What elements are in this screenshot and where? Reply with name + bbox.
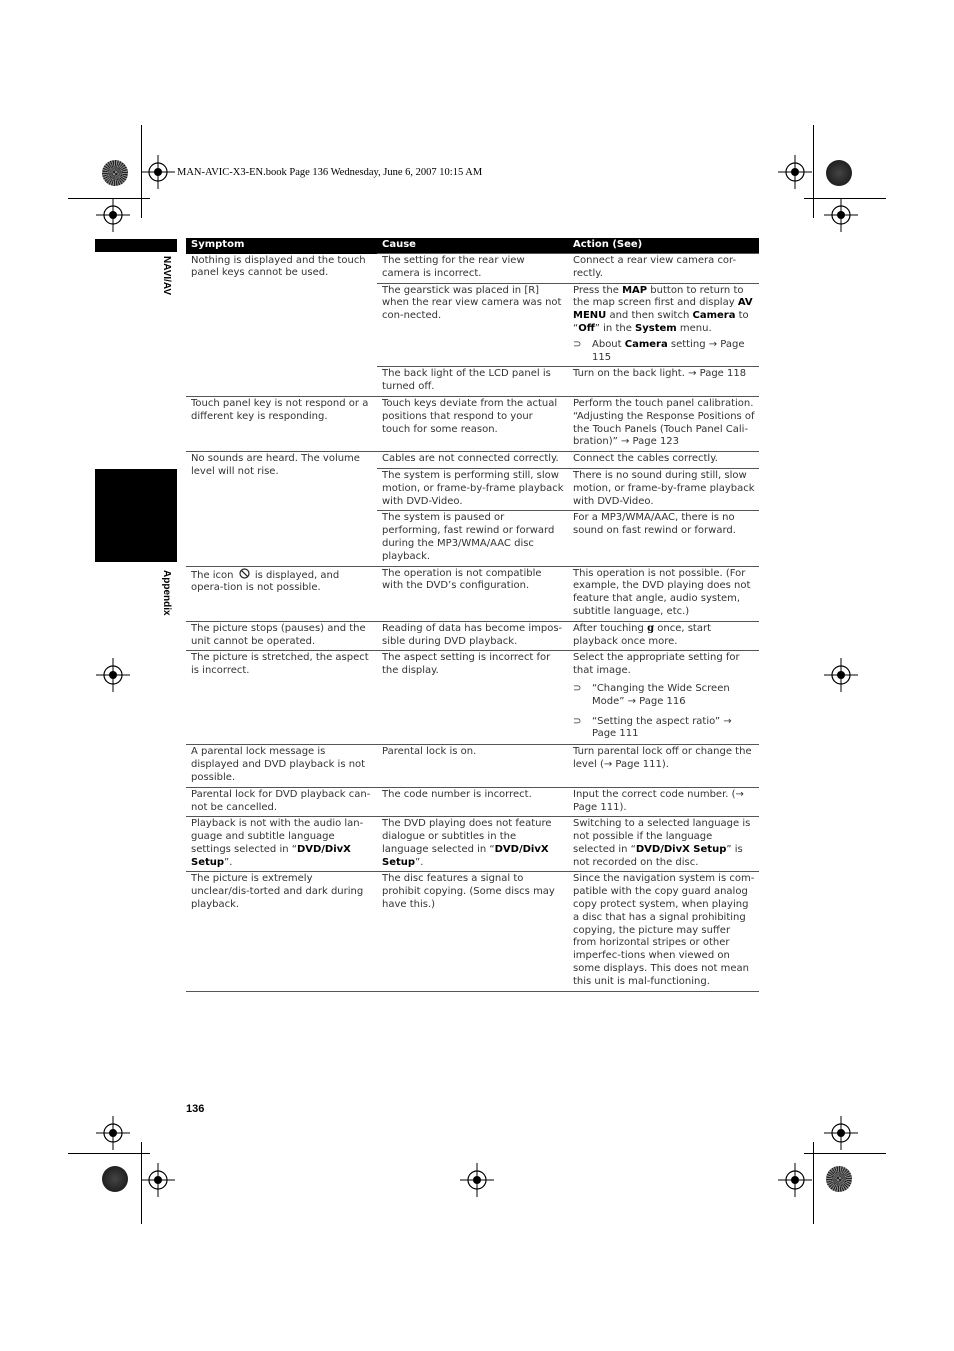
cause-cell: The setting for the rear view camera is incorrect. [377, 254, 568, 284]
dvd-divx-setup-label: DVD/DivX Setup [635, 843, 727, 855]
page-reference: ⊃ “Setting the aspect ratio” → Page 111 [573, 715, 732, 740]
registration-target-icon [141, 155, 175, 189]
symptom-cell: A parental lock message is displayed and DVD playback is not possible. [186, 745, 377, 787]
action-text: Press the [573, 284, 623, 296]
registration-target-icon [824, 198, 858, 232]
page-number: 136 [186, 1103, 205, 1115]
cause-cell: The operation is not compatible with the DVD’s configuration. [377, 566, 568, 621]
table-header-row [186, 238, 759, 254]
registration-target-icon [141, 1163, 175, 1197]
chapter-tab-label: Appendix [161, 570, 172, 616]
camera-label: Camera [692, 310, 736, 322]
action-cell: There is no sound during still, slow motion, or frame-by-frame playback with DVD-Video. [568, 468, 759, 510]
action-text: and then switch [606, 310, 693, 322]
action-cell [568, 283, 759, 367]
symptom-cell: Parental lock for DVD playback can-not be cancelled. [186, 787, 377, 817]
table-row [186, 621, 759, 651]
action-cell: After touching g once, start playback once more. [568, 621, 759, 651]
print-file-header: MAN-AVIC-X3-EN.book Page 136 Wednesday, June 6, 2007 10:15 AM [177, 167, 483, 178]
column-header-cause: Cause [377, 238, 568, 254]
cause-cell: Parental lock is on. [377, 745, 568, 787]
key-glyph: g [647, 622, 655, 634]
action-cell: Perform the touch panel calibration. “Adjusting the Response Positions of the Touch Panels (Touch Panel Cali-bration)” → Page 123 [568, 396, 759, 451]
cause-cell: Reading of data has become impos-sible during DVD playback. [377, 621, 568, 651]
cause-cell: Touch keys deviate from the actual positions that respond to your touch for some reason. [377, 396, 568, 451]
section-tab-label: NAVI/AV [161, 256, 172, 296]
symptom-cell: The picture is extremely unclear/dis-torted and dark during playback. [186, 872, 377, 992]
table-row [186, 872, 759, 992]
action-cell: For a MP3/WMA/AAC, there is no sound on fast rewind or forward. [568, 511, 759, 566]
action-text: menu. [676, 322, 712, 334]
action-cell: Input the correct code number. (→ Page 111). [568, 787, 759, 817]
color-rosette-icon [826, 1166, 852, 1192]
color-rosette-icon [102, 1166, 128, 1192]
map-button-label: MAP [622, 284, 648, 296]
table-row [186, 787, 759, 817]
section-tab-bar [95, 239, 177, 252]
chapter-tab-bar [95, 469, 177, 562]
registration-target-icon [96, 198, 130, 232]
symptom-cell: Playback is not with the audio lan-guage and subtitle language settings selected in “DVD/DivX Setup”. [186, 817, 377, 872]
table-row [186, 817, 759, 872]
action-cell: Connect a rear view camera cor-rectly. [568, 254, 759, 284]
action-cell: Turn parental lock off or change the level (→ Page 111). [568, 745, 759, 787]
page-reference: ⊃ About Camera setting → Page 115 [573, 338, 745, 363]
camera-label: Camera [624, 338, 668, 350]
reference-arrow-icon: ⊃ [573, 338, 582, 350]
cause-cell: The system is performing still, slow motion, or frame-by-frame playback with DVD-Video. [377, 468, 568, 510]
column-header-action: Action (See) [568, 238, 759, 254]
off-label: Off [578, 322, 595, 334]
dvd-divx-setup-label: DVD/DivX Setup [191, 843, 351, 868]
action-text: ” in the [594, 322, 636, 334]
symptom-cell: No sounds are heard. The volume level will not rise. [186, 452, 377, 566]
color-rosette-icon [102, 160, 128, 186]
cause-cell: The aspect setting is incorrect for the display. [377, 651, 568, 745]
action-cell: Select the appropriate setting for that image. ⊃ “Changing the Wide Screen Mode” → Page 116 ⊃ “Setting the aspect ratio” → Page 111 [568, 651, 759, 745]
reference-arrow-icon: ⊃ [573, 682, 582, 694]
system-label: System [635, 322, 677, 334]
registration-target-icon [460, 1163, 494, 1197]
registration-target-icon [778, 155, 812, 189]
column-header-symptom: Symptom [186, 238, 377, 254]
action-cell: Connect the cables correctly. [568, 452, 759, 469]
cause-cell: The DVD playing does not feature dialogue or subtitles in the language selected in “DVD/DivX Setup”. [377, 817, 568, 872]
action-text: button to return to the map screen first and display [573, 284, 744, 309]
registration-target-icon [824, 658, 858, 692]
troubleshooting-table [186, 238, 759, 992]
table-row [186, 452, 759, 469]
cause-cell: Cables are not connected correctly. [377, 452, 568, 469]
cause-cell: The system is paused or performing, fast rewind or forward during the MP3/WMA/AAC disc playback. [377, 511, 568, 566]
color-rosette-icon [826, 160, 852, 186]
registration-target-icon [824, 1116, 858, 1150]
reference-arrow-icon: ⊃ [573, 715, 582, 727]
action-cell: This operation is not possible. (For example, the DVD playing does not feature that angle, audio system, subtitle language, etc.) [568, 566, 759, 621]
cause-cell: The disc features a signal to prohibit copying. (Some discs may have this.) [377, 872, 568, 992]
action-cell: Since the navigation system is com-patible with the copy guard analog copy protect system, when playing a disc that has a signal prohibiting copying, the picture may suffer from horizontal stripes or other imperfec-tions when viewed on some displays. This does not mean this unit is mal-functioning. [568, 872, 759, 992]
action-cell: Switching to a selected language is not possible if the language selected in “DVD/DivX Setup” is not recorded on the disc. [568, 817, 759, 872]
registration-target-icon [96, 658, 130, 692]
symptom-cell: The icon is displayed, and opera-tion is not possible. [186, 566, 377, 621]
table-row [186, 254, 759, 284]
symptom-cell: Nothing is displayed and the touch panel keys cannot be used. [191, 254, 366, 279]
table-row [186, 745, 759, 787]
cause-cell: The gearstick was placed in [R] when the rear view camera was not con-nected. [377, 283, 568, 367]
prohibited-icon [239, 568, 250, 579]
action-cell: Turn on the back light. → Page 118 [568, 367, 759, 397]
cause-cell: The back light of the LCD panel is turned off. [377, 367, 568, 397]
av-menu-label: AV MENU [573, 297, 753, 322]
table-row [186, 566, 759, 621]
registration-target-icon [778, 1163, 812, 1197]
dvd-divx-setup-label: DVD/DivX Setup [382, 843, 549, 868]
symptom-cell: The picture stops (pauses) and the unit cannot be operated. [186, 621, 377, 651]
table-row [186, 651, 759, 745]
page-reference: ⊃ “Changing the Wide Screen Mode” → Page 116 [573, 682, 730, 707]
symptom-cell: Touch panel key is not respond or a different key is responding. [186, 396, 377, 451]
action-text: to “ [573, 310, 749, 334]
cause-cell: The code number is incorrect. [377, 787, 568, 817]
symptom-cell: The picture is stretched, the aspect is incorrect. [186, 651, 377, 745]
registration-target-icon [96, 1116, 130, 1150]
table-row [186, 396, 759, 451]
